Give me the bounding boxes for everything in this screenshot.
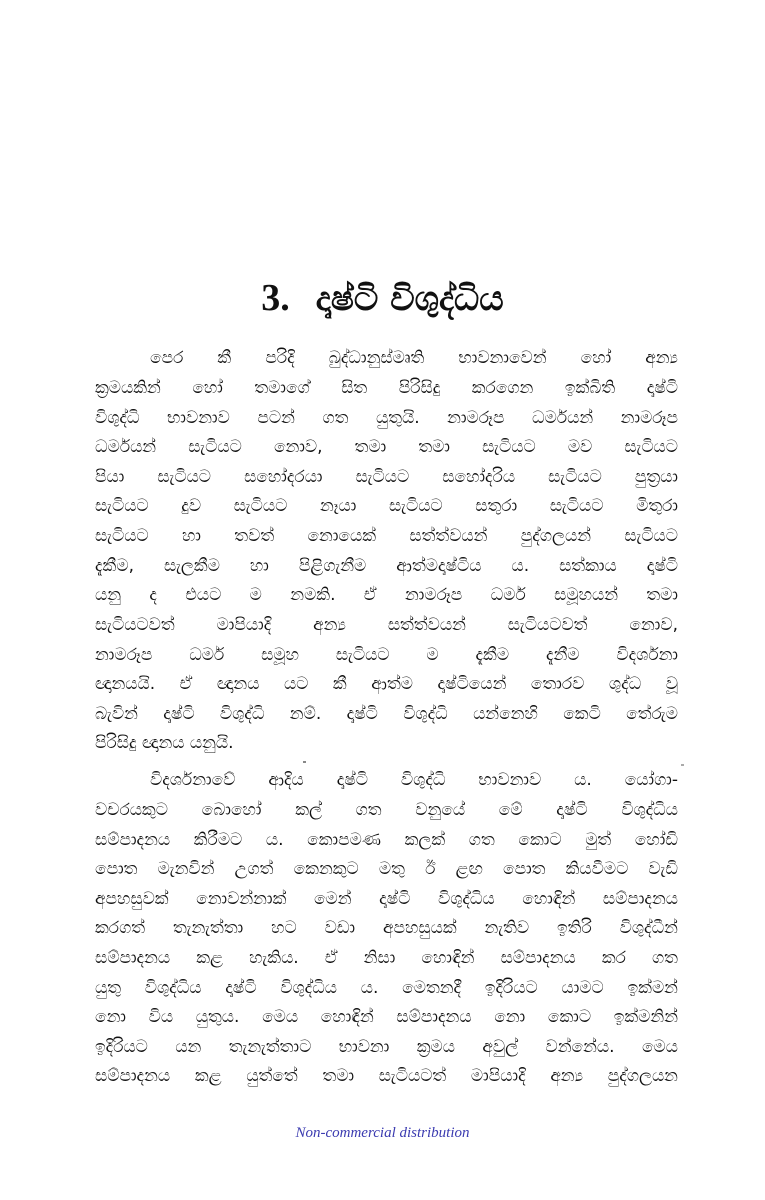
text-line: යනු ද එයට ම නමකි. ඒ නාමරූප ධර්ම සමූහයන් තමා xyxy=(95,585,678,605)
text-line: කරගත් තැනැත්තා හට වඩා අපහසුයක් නැතිව ඉතිරි විශුද්ධීන් xyxy=(95,918,678,938)
text-line: ධර්මයන් සැටියට නොව, තමා තමා සැටියට මව සැටියට xyxy=(95,437,678,457)
text-line: ඉදිරියට යන තැනැත්තාට භාවනා ක්‍රමය අවුල් වන්නේය. මෙය xyxy=(95,1037,678,1057)
text-line: සම්පාදනය කිරීමට ය. කොපමණ කලක් ගත කොට මුත් හෝඩි xyxy=(95,830,678,850)
text-line: විශුද්ධි භාවනාව පටන් ගත යුතුයි. නාමරූප ධර්මයන් නාමරූප xyxy=(95,408,678,428)
text-line: යුතු විශුද්ධිය දෘෂ්ටි විශුද්ධිය ය. මෙතනදී ඉදිරියට යාමට ඉක්මන් xyxy=(95,978,678,998)
chapter-title: දෘෂ්ටි විශුද්ධිය xyxy=(315,279,504,319)
text-line: සැටියටවත් මාපියාදි අන්‍ය සත්ත්වයන් සැටියටවත් නොව, xyxy=(95,615,678,635)
print-speck xyxy=(303,761,306,763)
text-line: නාමරූප ධර්ම සමූහ සැටියට ම දැකීම දැනීම විදර්ශනා xyxy=(95,645,678,665)
text-line: සැටියට දුව සැටියට නෑයා සැටියට සතුරා සැටියට මිතුරා xyxy=(95,496,678,516)
text-line: විදර්ශනාවේ ආදිය දෘෂ්ටි විශුද්ධි භාවනාව ය. යෝගා- xyxy=(150,770,678,790)
text-line: සම්පාදනය කළ හැකිය. ඒ නිසා හොඳින් සම්පාදනය කර ගත xyxy=(95,948,678,968)
text-line: සැටියට හා තවත් නොයෙක් සත්ත්වයන් පුද්ගලයන් සැටියට xyxy=(95,526,678,546)
print-speck xyxy=(681,764,684,766)
footer-watermark: Non-commercial distribution xyxy=(295,1125,470,1141)
text-line: පෙර කී පරිදි බුද්ධානුස්මෘති භාවනාවෙන් හෝ අන්‍ය xyxy=(150,348,678,368)
text-line: නො විය යුතුය. මෙය හොඳින් සම්පාදනය නො කොට ඉක්මනින් xyxy=(95,1007,678,1027)
text-line: දැකීම, සැලකීම හා පිළිගැනීම ආත්මදෘෂ්ටිය ය. සත්කාය දෘෂ්ටි xyxy=(95,556,678,576)
text-line: පිරිසිදු ඥානය යනුයි. xyxy=(95,733,234,753)
text-line: බැවින් දෘෂ්ටි විශුද්ධි නම්. දෘෂ්ටි විශුද්ධි යන්නෙහි කෙටි තේරුම xyxy=(95,704,678,724)
text-line: අපහසුවක් නොවන්නාක් මෙන් දෘෂ්ටි විශුද්ධිය හොඳින් සම්පාදනය xyxy=(95,889,678,909)
text-line: පියා සැටියට සහෝදරයා සැටියට සහෝදරිය සැටියට පුත්‍රයා xyxy=(95,467,678,487)
text-line: ක්‍රමයකින් හෝ තමාගේ සිත පිරිසිදු කරගෙන ඉක්බිති දෘෂ්ටි xyxy=(95,378,678,398)
text-line: ඥානයයි. ඒ ඥානය යට කී ආත්ම දෘෂ්ටියෙන් තොරව ශුද්ධ වූ xyxy=(95,674,678,694)
chapter-heading xyxy=(150,268,615,328)
text-line: පොත මැනවින් උගත් කෙනකුට මතු ඊ ළඟ පොත කියවීමට වැඩි xyxy=(95,859,678,879)
chapter-number: 3. xyxy=(261,277,290,319)
text-line: සම්පාදනය කළ යුත්තේ තමා සැටියටත් මාපියාදි අන්‍ය පුද්ගලයන xyxy=(95,1066,678,1086)
text-line: වචරයකුට බොහෝ කල් ගත වනුයේ මේ දෘෂ්ටි විශුද්ධිය xyxy=(95,800,678,820)
